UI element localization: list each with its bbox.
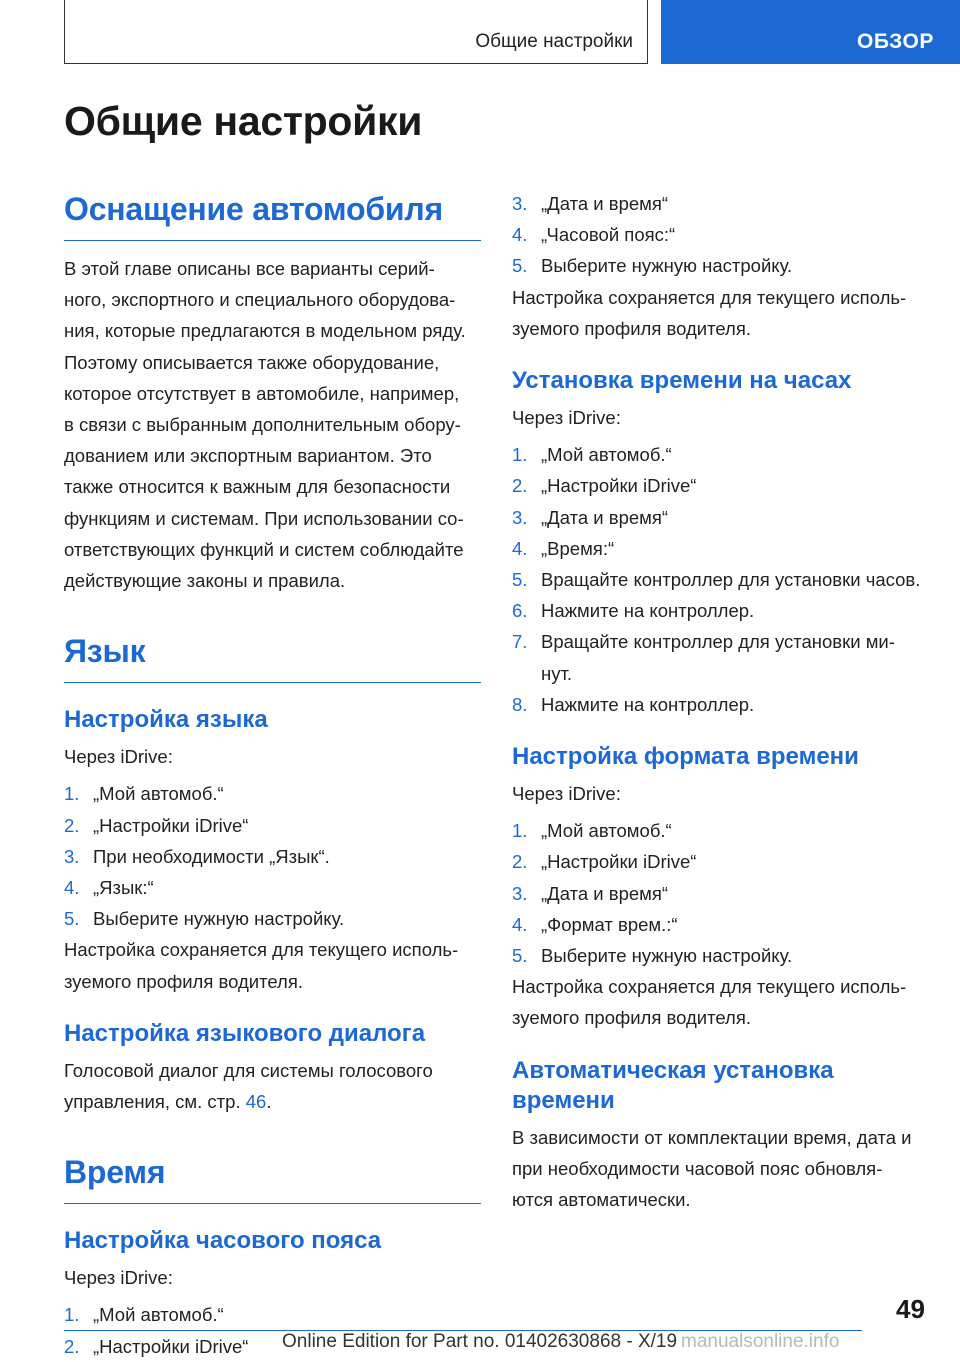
list-item: [512, 846, 929, 877]
equipment-line: которое отсутствует в автомобиле, например,: [64, 382, 460, 404]
step-number: 2.: [64, 814, 80, 836]
timezone-steps-right: [512, 188, 929, 282]
header-section-title: Общие настройки: [475, 31, 633, 52]
via-idrive-text: Через iDrive:: [512, 783, 621, 805]
step-text: „Язык:“: [93, 877, 154, 899]
language-steps: [64, 778, 481, 934]
left-column: [64, 188, 481, 1362]
step-number: 5.: [512, 255, 528, 277]
heading-equipment: Оснащение автомобиля: [64, 188, 481, 241]
step-text: „Дата и время“: [541, 193, 669, 214]
via-idrive-text: Через iDrive:: [512, 407, 621, 429]
equipment-paragraph: [64, 253, 481, 596]
header-section-box: [64, 0, 648, 64]
list-item: [512, 502, 929, 533]
equipment-line: в связи с выбранным дополнительным обору-: [64, 414, 461, 436]
list-item: [512, 188, 929, 219]
step-number: 1.: [512, 820, 528, 842]
page-ref-link[interactable]: 46: [245, 1091, 267, 1113]
step-number: 2.: [512, 475, 528, 497]
right-column: [512, 188, 929, 1215]
step-number: 4.: [64, 877, 80, 899]
tab-overview-label: ОБЗОР: [857, 30, 934, 53]
equipment-line: ного, экспортного и специального оборудова-: [64, 289, 456, 311]
heading-time: Время: [64, 1151, 481, 1204]
step-number: 3.: [512, 506, 528, 528]
step-text: Выберите нужную настройку.: [541, 945, 793, 967]
format-steps: [512, 815, 929, 971]
format-note: [512, 971, 929, 1033]
step-text: „Время:“: [541, 537, 615, 559]
step-number: 4.: [512, 224, 528, 246]
equipment-line: В этой главе описаны все варианты серий-: [64, 258, 435, 279]
auto-line: ются автоматически.: [512, 1189, 691, 1211]
step-number: 4.: [512, 537, 528, 559]
heading-voice-dialog: Настройка языкового диалога: [64, 1019, 426, 1047]
auto-line: В зависимости от комплектации время, дата и: [512, 1126, 912, 1148]
list-item: [512, 940, 929, 971]
via-idrive-text: Через iDrive:: [64, 746, 173, 768]
list-item: [512, 533, 929, 564]
step-text: „Мой автомоб.“: [541, 820, 672, 842]
note-line: Настройка сохраняется для текущего исполь-: [512, 286, 907, 308]
list-item: [512, 439, 929, 470]
heading-timezone-setting: Настройка часового пояса: [64, 1227, 382, 1255]
via-idrive-text: Через iDrive:: [64, 1267, 173, 1289]
step-number: 2.: [64, 1335, 80, 1357]
voice-dialog-text: [64, 1055, 481, 1117]
auto-time-paragraph: [512, 1122, 929, 1216]
list-item: [512, 219, 929, 250]
edition-text: Online Edition for Part no. 01402630868 - X/19: [282, 1331, 678, 1352]
note-line: Настройка сохраняется для текущего исполь-: [64, 939, 459, 961]
dialog-end: .: [266, 1091, 272, 1113]
list-item: [512, 815, 929, 846]
list-item: [64, 778, 481, 809]
list-item: [64, 810, 481, 841]
step-text: Вращайте контроллер для установки ми-: [541, 631, 895, 653]
step-text: Выберите нужную настройку.: [93, 908, 345, 930]
tab-overview[interactable]: [661, 0, 960, 64]
list-item: [64, 841, 481, 872]
step-text: „Настройки iDrive“: [93, 1335, 249, 1357]
list-item: [512, 689, 929, 720]
equipment-line: ответствующих функций и систем соблюдайте: [64, 538, 464, 560]
step-text: При необходимости „Язык“.: [93, 845, 330, 867]
list-item: [64, 872, 481, 903]
step-number: 2.: [512, 851, 528, 873]
list-item: [64, 903, 481, 934]
timezone-note: [512, 282, 929, 344]
step-number: 7.: [512, 631, 528, 653]
note-line: зуемого профиля водителя.: [512, 317, 752, 339]
step-text: „Настройки iDrive“: [541, 851, 697, 873]
step-number: 3.: [64, 845, 80, 867]
page-number: 49: [896, 1294, 925, 1324]
heading-language-setting: Настройка языка: [64, 706, 268, 734]
step-text: „Дата и время“: [541, 882, 669, 904]
dialog-line: Голосовой диалог для системы голосового: [64, 1059, 433, 1081]
note-line: Настройка сохраняется для текущего исполь-: [512, 976, 907, 998]
step-number: 6.: [512, 600, 528, 622]
step-text: „Мой автомоб.“: [93, 1304, 224, 1326]
step-text: „Настройки iDrive“: [93, 814, 249, 836]
equipment-line: также относится к важным для безопасности: [64, 476, 451, 498]
list-item: [512, 626, 929, 657]
step-number: 5.: [64, 908, 80, 930]
heading-auto-time: [512, 1056, 929, 1116]
list-item: [512, 878, 929, 909]
step-number: 3.: [512, 193, 528, 214]
list-item-continuation: [512, 658, 929, 689]
step-number: 1.: [64, 783, 80, 805]
heading-time-format: Настройка формата времени: [512, 743, 859, 771]
heading-language: Язык: [64, 630, 481, 683]
list-item: [64, 1299, 481, 1330]
step-text: „Часовой пояс:“: [541, 224, 676, 246]
step-text: „Настройки iDrive“: [541, 475, 697, 497]
equipment-line: дованием или экспортным вариантом. Это: [64, 445, 432, 467]
step-text: Нажмите на контроллер.: [541, 693, 755, 715]
language-note: [64, 934, 481, 996]
list-item: [512, 595, 929, 626]
heading-clock-setting: Установка времени на часах: [512, 367, 852, 395]
step-number: 8.: [512, 693, 528, 715]
step-text: „Мой автомоб.“: [93, 783, 224, 805]
clock-steps: [512, 439, 929, 720]
equipment-line: ния, которые предлагаются в модельном ряду.: [64, 320, 466, 342]
step-number: 5.: [512, 945, 528, 967]
step-number: 1.: [512, 444, 528, 466]
list-item: [512, 909, 929, 940]
dialog-line: управления, см. стр.: [64, 1091, 241, 1113]
step-text: „Мой автомоб.“: [541, 444, 672, 466]
heading-line: времени: [512, 1086, 615, 1114]
auto-line: при необходимости часовой пояс обновля-: [512, 1157, 883, 1179]
note-line: зуемого профиля водителя.: [512, 1007, 752, 1029]
equipment-line: действующие законы и правила.: [64, 570, 346, 592]
step-text: Вращайте контроллер для установки часов.: [541, 569, 921, 591]
equipment-line: функциям и системам. При использовании со-: [64, 507, 464, 529]
list-item: [512, 250, 929, 281]
heading-line: Автоматическая установка: [512, 1056, 834, 1084]
note-line: зуемого профиля водителя.: [64, 970, 304, 992]
step-text: Нажмите на контроллер.: [541, 600, 755, 622]
step-number: 1.: [64, 1304, 80, 1326]
step-number: 3.: [512, 882, 528, 904]
step-number: 5.: [512, 569, 528, 591]
list-item: [512, 470, 929, 501]
page-title: Общие настройки: [64, 98, 423, 144]
list-item: [512, 564, 929, 595]
step-text: нут.: [541, 662, 573, 684]
watermark: manualsonline.info: [681, 1331, 840, 1352]
step-text: „Дата и время“: [541, 506, 669, 528]
step-text: „Формат врем.:“: [541, 913, 678, 935]
equipment-line: Поэтому описывается также оборудование,: [64, 351, 440, 373]
step-number: 4.: [512, 913, 528, 935]
step-text: Выберите нужную настройку.: [541, 255, 793, 277]
